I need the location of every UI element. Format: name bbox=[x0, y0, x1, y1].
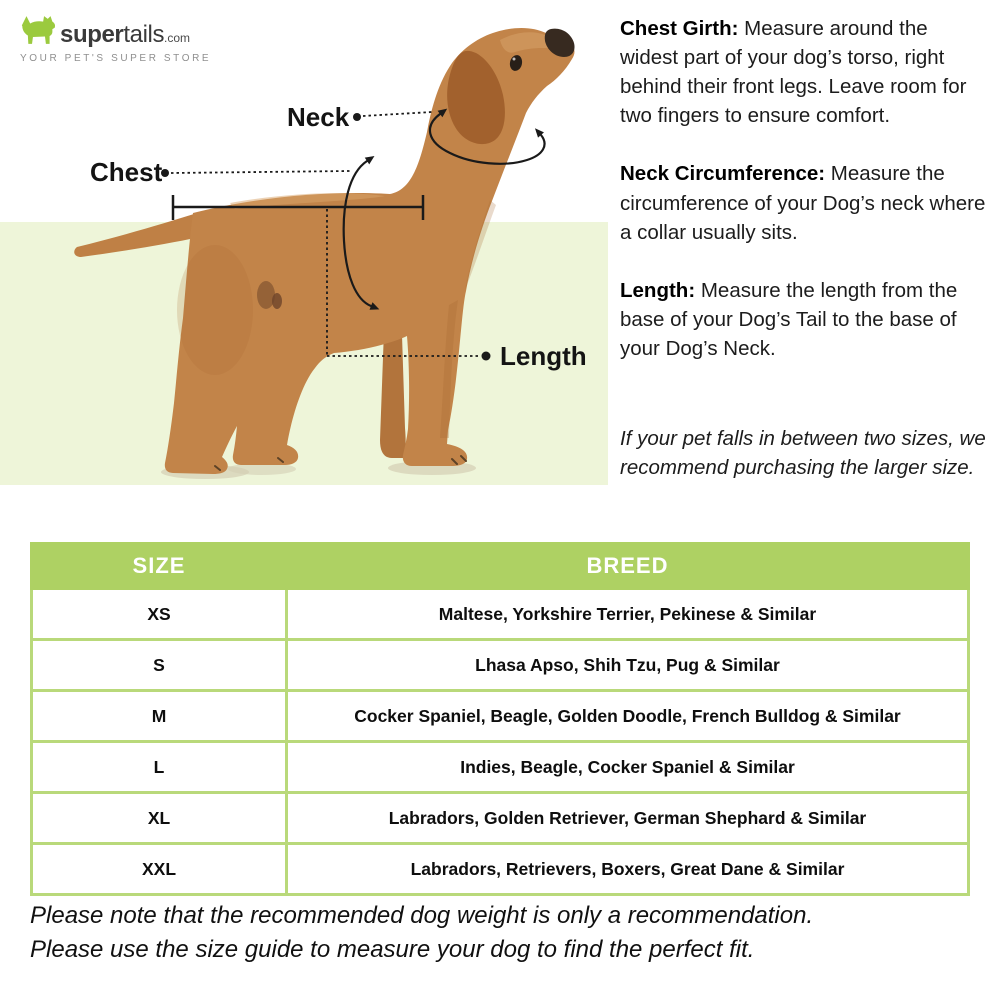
table-row bbox=[32, 742, 969, 793]
size-cell: L bbox=[32, 742, 287, 793]
chest-label: Chest bbox=[90, 157, 163, 187]
table-row bbox=[32, 691, 969, 742]
table-row bbox=[32, 640, 969, 691]
footer-note bbox=[30, 899, 813, 966]
size-cell: XXL bbox=[32, 844, 287, 895]
length-instruction bbox=[620, 276, 988, 363]
breed-cell: Labradors, Golden Retriever, German Shephard & Similar bbox=[287, 793, 969, 844]
footer-note-line1: Please note that the recommended dog weight is only a recommendation. bbox=[30, 902, 814, 929]
breed-cell: Labradors, Retrievers, Boxers, Great Dane & Similar bbox=[287, 844, 969, 895]
neck-circumference-term: Neck Circumference: bbox=[620, 162, 826, 186]
dog-photo bbox=[0, 0, 620, 500]
breed-cell: Lhasa Apso, Shih Tzu, Pug & Similar bbox=[287, 640, 969, 691]
breed-column-header: BREED bbox=[287, 544, 969, 589]
chest-girth-instruction bbox=[620, 14, 988, 130]
brand-logo bbox=[20, 13, 211, 64]
length-term: Length: bbox=[620, 278, 696, 302]
size-cell: S bbox=[32, 640, 287, 691]
between-sizes-note: If your pet falls in between two sizes, we recommend purchasing the larger size. bbox=[620, 427, 986, 480]
neck-circumference-instruction bbox=[620, 159, 988, 246]
table-row bbox=[32, 844, 969, 895]
footer-note-line2: Please use the size guide to measure your dog to find the perfect fit. bbox=[30, 935, 755, 963]
size-cell: XL bbox=[32, 793, 287, 844]
brand-name-rest: tails bbox=[123, 21, 165, 48]
instructions-column bbox=[620, 14, 988, 511]
size-cell: XS bbox=[32, 589, 287, 640]
breed-cell: Maltese, Yorkshire Terrier, Pekinese & Similar bbox=[287, 589, 969, 640]
brand-tld: .com bbox=[164, 31, 191, 45]
length-label: Length bbox=[500, 341, 587, 371]
size-column-header: SIZE bbox=[32, 544, 287, 589]
chest-leader bbox=[171, 171, 350, 173]
brand-name-bold: super bbox=[60, 21, 124, 48]
dog-icon bbox=[20, 13, 57, 47]
neck-label: Neck bbox=[287, 102, 350, 132]
size-breed-table bbox=[30, 542, 970, 896]
chest-girth-text: Measure around the widest part of your dog’s torso, right behind their front legs. Leave room for two fingers to ensure comfort. bbox=[620, 17, 967, 128]
breed-cell: Cocker Spaniel, Beagle, Golden Doodle, French Bulldog & Similar bbox=[287, 691, 969, 742]
dog-measurement-diagram bbox=[0, 0, 620, 500]
neck-circumference-text: Measure the circumference of your Dog’s neck where a collar usually sits. bbox=[620, 162, 986, 244]
size-cell: M bbox=[32, 691, 287, 742]
neck-leader bbox=[363, 112, 432, 116]
brand-tagline: YOUR PET'S SUPER STORE bbox=[20, 53, 212, 64]
table-header-row bbox=[32, 544, 969, 589]
table-row bbox=[32, 589, 969, 640]
chest-girth-term: Chest Girth: bbox=[620, 17, 739, 40]
brand-name bbox=[60, 23, 190, 47]
length-text: Measure the length from the base of your Dog’s Tail to the base of your Dog’s Neck. bbox=[620, 278, 958, 360]
table-row bbox=[32, 793, 969, 844]
breed-cell: Indies, Beagle, Cocker Spaniel & Similar bbox=[287, 742, 969, 793]
